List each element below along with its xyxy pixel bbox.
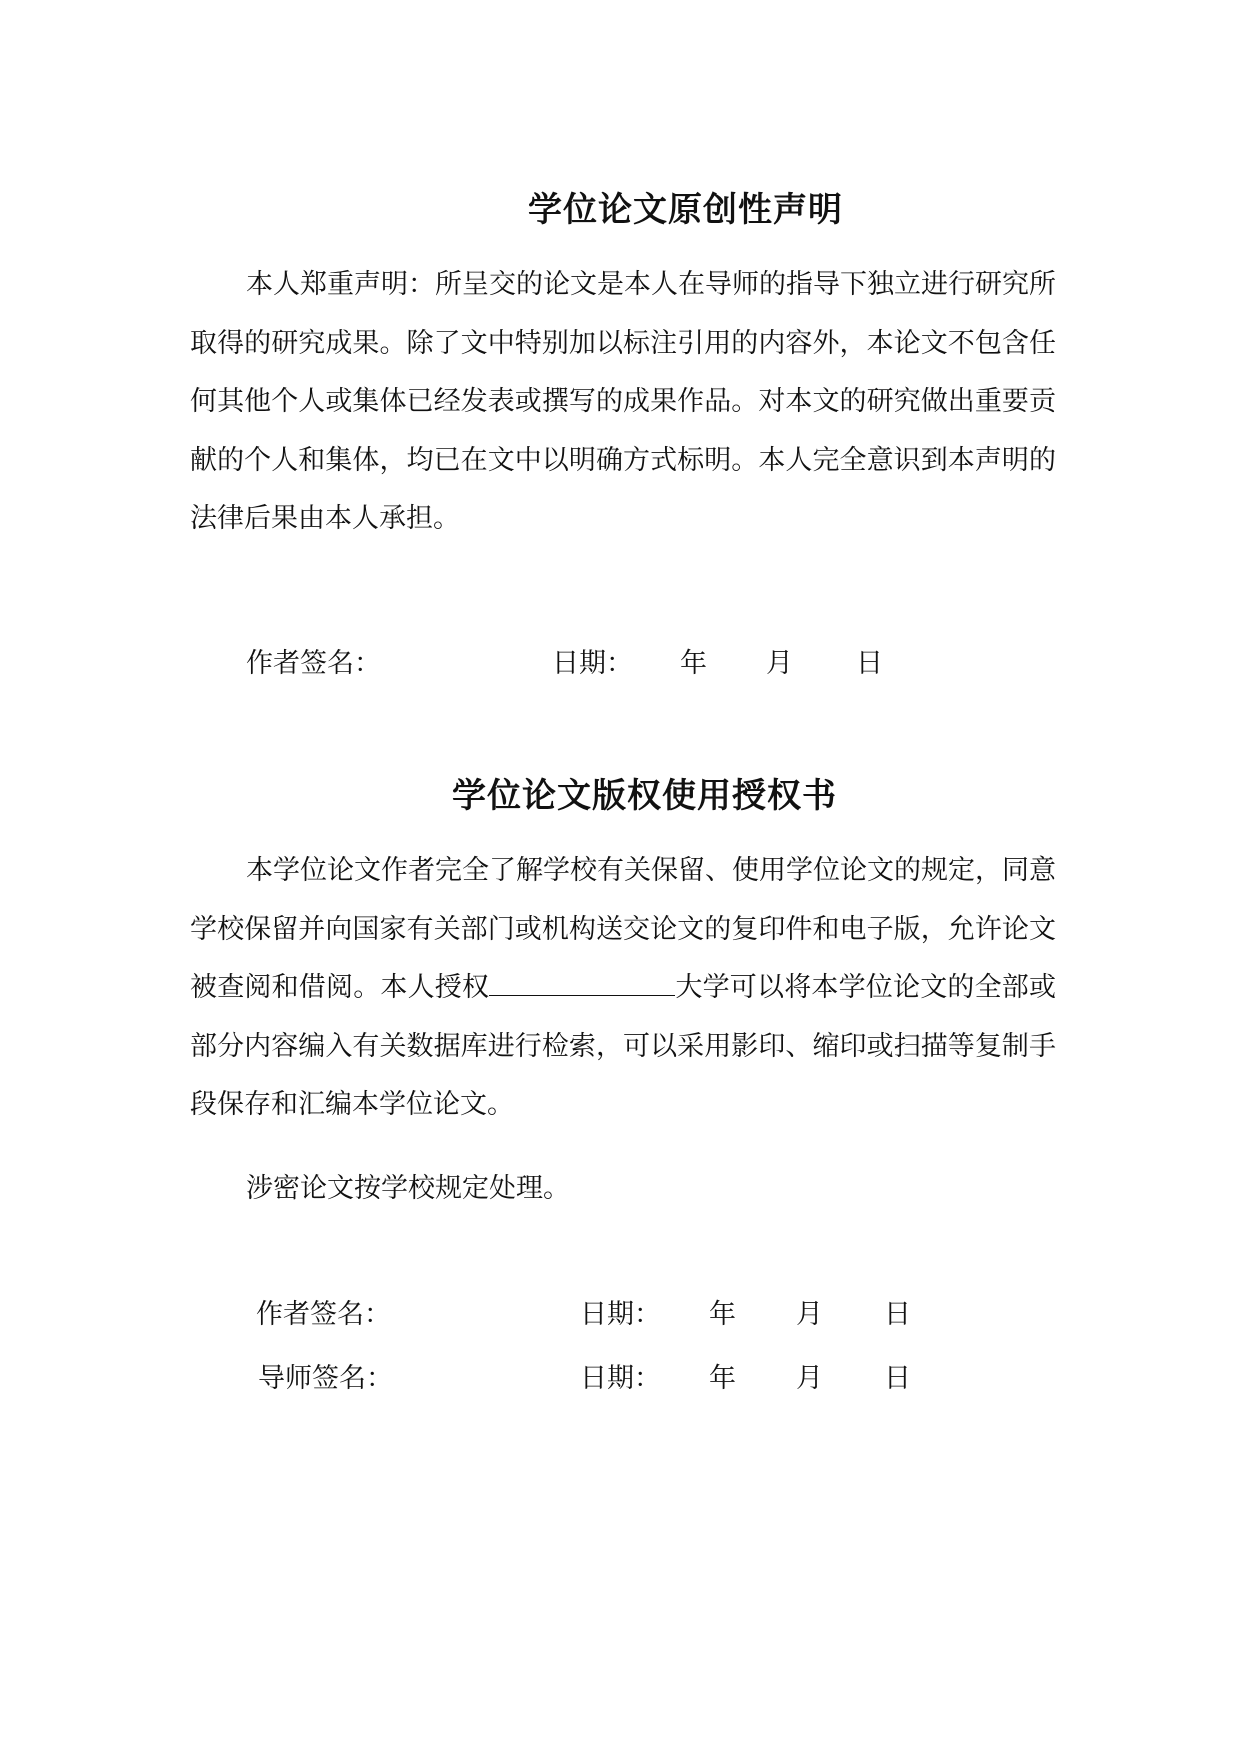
author-signature-label: 作者签名： (256, 1299, 391, 1330)
month-label: 月 (796, 1363, 823, 1394)
authorization-statement (190, 842, 1056, 1135)
authorization-title: 学位论文版权使用授权书 (452, 776, 837, 816)
day-label: 日 (884, 1363, 911, 1394)
day-label: 日 (884, 1299, 911, 1330)
originality-signature-row (0, 644, 1241, 684)
day-label: 日 (856, 648, 883, 679)
date-label: 日期： (580, 1299, 661, 1330)
secret-thesis-note: 涉密论文按学校规定处理。 (246, 1173, 570, 1204)
authorization-text-part1: 本学位论文作者完全了解学校有关保留、使用学位论文的规定，同意学校保留并向国家有关部门或机构送交论文的复印件和电子版，允许论文被查阅和借阅。本人授权 (190, 855, 1056, 1003)
month-label: 月 (796, 1299, 823, 1330)
advisor-signature-label: 导师签名： (258, 1363, 393, 1394)
university-name-blank (489, 971, 675, 996)
date-label: 日期： (580, 1363, 661, 1394)
year-label: 年 (709, 1363, 736, 1394)
authorization-text-part2: 大学可以将本学位论文的全部或部分内容编入有关数据库进行检索，可以采用影印、缩印或扫描等复制手段保存和汇编本学位论文。 (190, 972, 1057, 1120)
month-label: 月 (766, 648, 793, 679)
author-signature-row (0, 1295, 1241, 1335)
date-label: 日期： (552, 648, 633, 679)
originality-title: 学位论文原创性声明 (528, 190, 843, 230)
originality-statement: 本人郑重声明：所呈交的论文是本人在导师的指导下独立进行研究所取得的研究成果。除了文中特别加以标注引用的内容外，本论文不包含任何其他个人或集体已经发表或撰写的成果作品。对本文的研究做出重要贡献的个人和集体，均已在文中以明确方式标明。本人完全意识到本声明的法律后果由本人承担。 (190, 269, 1056, 534)
author-signature-label: 作者签名： (246, 648, 381, 679)
year-label: 年 (680, 648, 707, 679)
year-label: 年 (709, 1299, 736, 1330)
advisor-signature-row (0, 1359, 1241, 1399)
